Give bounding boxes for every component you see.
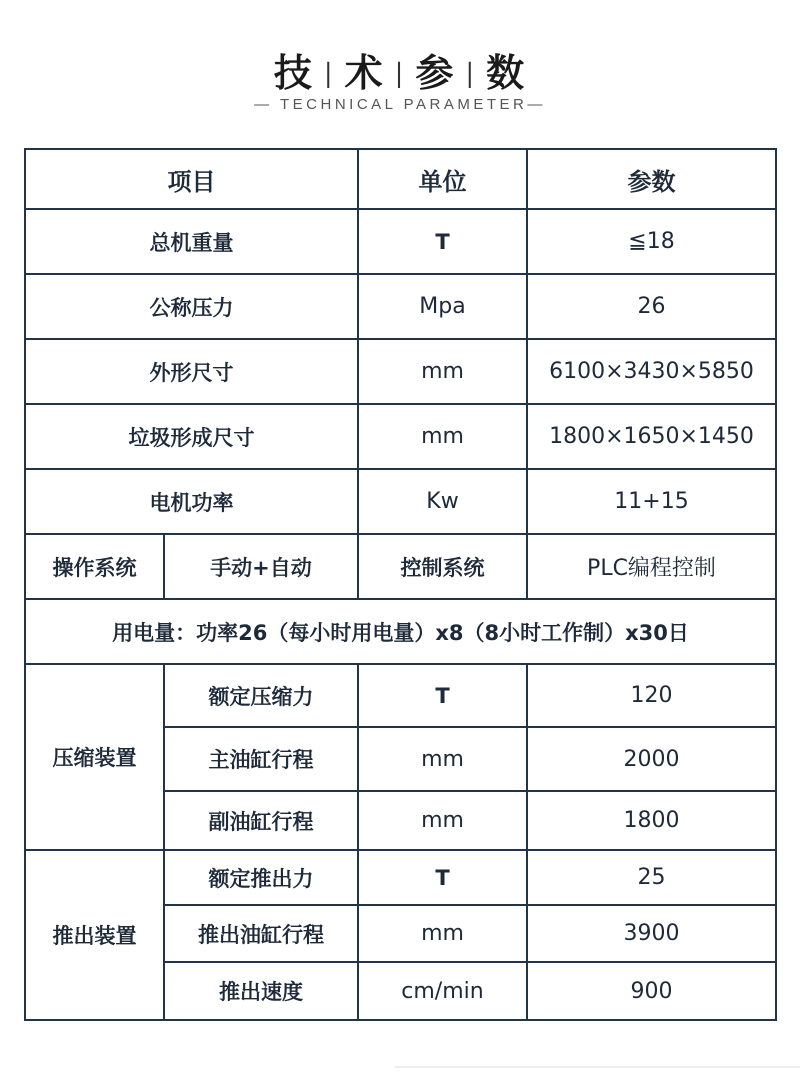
row-param: 900 [527,962,776,1020]
row-unit: mm [358,727,527,791]
row-item: 电机功率 [25,469,358,534]
control-label: 控制系统 [358,534,527,599]
row-param: 120 [527,664,776,727]
row-unit: mm [358,339,527,404]
title-divider: | [323,59,335,89]
row-item: 副油缸行程 [164,791,358,850]
row-unit: mm [358,791,527,850]
row-param: 1800×1650×1450 [527,404,776,469]
push-group-label: 推出装置 [25,850,164,1020]
title-char: 数 [486,50,527,95]
header-param: 参数 [527,149,776,209]
row-param: ≦18 [527,209,776,274]
row-item: 公称压力 [25,274,358,339]
power-usage: 用电量：功率26（每小时用电量）x8（8小时工作制）x30日 [25,599,776,664]
row-param: 3900 [527,905,776,962]
compression-group-label: 压缩装置 [25,664,164,850]
row-item: 推出速度 [164,962,358,1020]
row-param: 11+15 [527,469,776,534]
table-row [25,469,776,534]
row-item: 垃圾形成尺寸 [25,404,358,469]
row-param: 25 [527,850,776,905]
footer-divider [395,1066,800,1068]
title-divider: | [465,59,477,89]
row-unit: mm [358,905,527,962]
row-unit: Mpa [358,274,527,339]
row-item: 外形尺寸 [25,339,358,404]
operation-value: 手动+自动 [164,534,358,599]
row-unit: cm/min [358,962,527,1020]
row-unit: T [358,664,527,727]
title-char: 参 [415,50,456,95]
title-char: 技 [273,50,314,95]
row-item: 总机重量 [25,209,358,274]
title-char: 术 [344,50,385,95]
row-param: 1800 [527,791,776,850]
table-header-row [25,149,776,209]
table-row [25,664,776,727]
row-param: 6100×3430×5850 [527,339,776,404]
page-subtitle: — TECHNICAL PARAMETER— [254,96,546,113]
title-divider: | [394,59,406,89]
row-param: 26 [527,274,776,339]
row-item: 额定推出力 [164,850,358,905]
row-item: 主油缸行程 [164,727,358,791]
row-unit: T [358,209,527,274]
operation-label: 操作系统 [25,534,164,599]
header-item: 项目 [25,149,358,209]
table-row [25,850,776,905]
row-unit: mm [358,404,527,469]
table-row [25,339,776,404]
row-item: 推出油缸行程 [164,905,358,962]
parameter-table [24,148,777,1021]
row-item: 额定压缩力 [164,664,358,727]
header-unit: 单位 [358,149,527,209]
row-unit: Kw [358,469,527,534]
row-param: 2000 [527,727,776,791]
control-value: PLC编程控制 [527,534,776,599]
power-usage-row [25,599,776,664]
operation-row [25,534,776,599]
row-unit: T [358,850,527,905]
table-row [25,274,776,339]
page-title [0,42,800,97]
table-row [25,404,776,469]
table-row [25,209,776,274]
